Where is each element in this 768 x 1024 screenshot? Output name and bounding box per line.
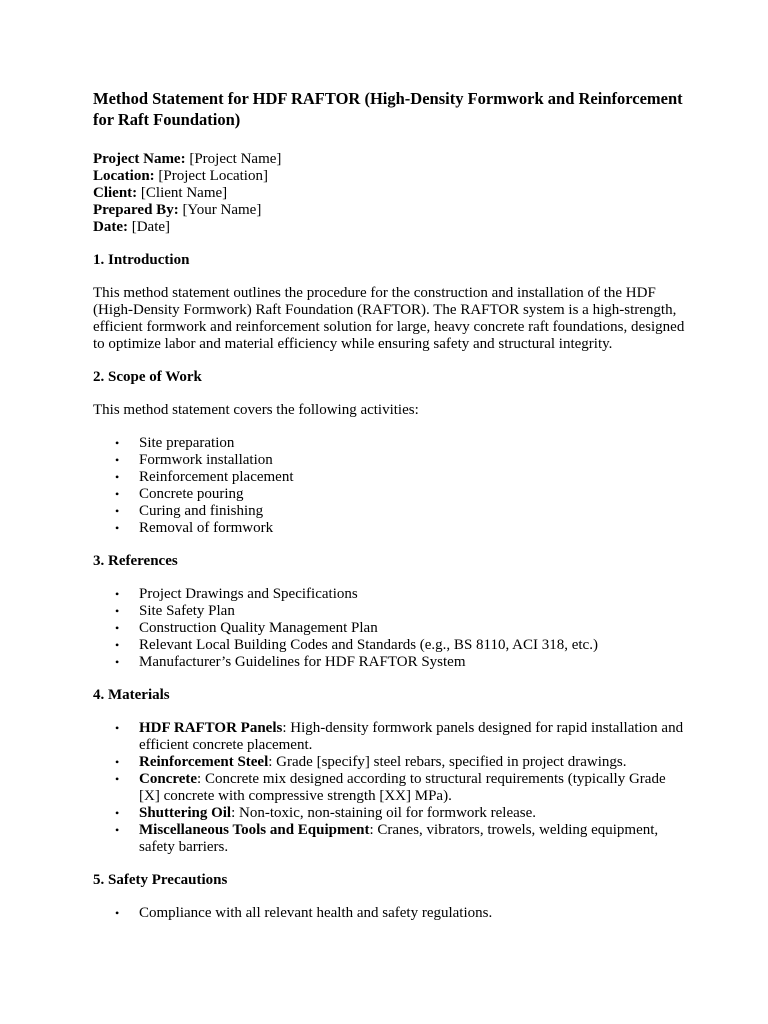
meta-value: [Your Name] — [178, 202, 262, 218]
bullet-icon: • — [115, 823, 120, 837]
meta-project-name — [93, 151, 688, 168]
material-description: : Non-toxic, non-staining oil for formwork release. — [231, 805, 537, 821]
section-heading-materials: 4. Materials — [93, 687, 170, 703]
meta-key: Location: — [93, 168, 155, 184]
materials-list — [93, 720, 688, 856]
meta-value: [Date] — [127, 219, 171, 235]
section-heading-references: 3. References — [93, 553, 178, 569]
list-item-text: Reinforcement placement — [139, 469, 294, 485]
list-item — [93, 469, 688, 486]
meta-date — [93, 219, 688, 236]
list-item-text: Manufacturer’s Guidelines for HDF RAFTOR System — [139, 654, 466, 670]
material-term: HDF RAFTOR Panels — [139, 720, 283, 736]
bullet-icon: • — [115, 755, 120, 769]
material-term: Miscellaneous Tools and Equipment — [139, 822, 370, 838]
meta-prepared-by — [93, 202, 688, 219]
bullet-icon: • — [115, 470, 120, 484]
bullet-icon: • — [115, 436, 120, 450]
bullet-icon: • — [115, 721, 120, 735]
list-item — [93, 771, 688, 805]
list-item — [93, 654, 688, 671]
scope-intro-paragraph: This method statement covers the following activities: — [93, 402, 419, 418]
list-item-text: Construction Quality Management Plan — [139, 620, 378, 636]
bullet-icon: • — [115, 906, 120, 920]
meta-key: Date: — [93, 219, 128, 235]
document-title: Method Statement for HDF RAFTOR (High-Density Formwork and Reinforcement for Raft Foundation) — [93, 89, 683, 129]
meta-key: Project Name: — [93, 151, 186, 167]
material-term: Concrete — [139, 771, 198, 787]
project-meta-block — [93, 151, 688, 236]
list-item — [93, 720, 688, 754]
list-item — [93, 637, 688, 654]
list-item-text: Relevant Local Building Codes and Standards (e.g., BS 8110, ACI 318, etc.) — [139, 637, 598, 653]
list-item — [93, 503, 688, 520]
introduction-paragraph: This method statement outlines the procedure for the construction and installation of the HDF (High-Density Formwork) Raft Foundation (RAFTOR). The RAFTOR system is a high-strength, efficient formwork and reinforcement solution for large, heavy concrete raft foundations, designed to optimize labor and material efficiency while ensuring safety and structural integrity. — [93, 285, 685, 352]
bullet-icon: • — [115, 655, 120, 669]
list-item — [93, 452, 688, 469]
meta-client — [93, 185, 688, 202]
safety-list — [93, 905, 688, 922]
list-item — [93, 754, 688, 771]
material-description: : High-density formwork panels designed for rapid installation and efficient concrete placement. — [139, 720, 684, 753]
bullet-icon: • — [115, 621, 120, 635]
list-item-text: Compliance with all relevant health and safety regulations. — [139, 905, 493, 921]
meta-value: [Project Location] — [154, 168, 268, 184]
list-item-text: Formwork installation — [139, 452, 273, 468]
list-item-text: Curing and finishing — [139, 503, 264, 519]
meta-location — [93, 168, 688, 185]
bullet-icon: • — [115, 806, 120, 820]
material-description: : Grade [specify] steel rebars, specified in project drawings. — [268, 754, 627, 770]
meta-value: [Client Name] — [137, 185, 228, 201]
scope-list — [93, 435, 688, 537]
section-heading-scope: 2. Scope of Work — [93, 369, 202, 385]
bullet-icon: • — [115, 453, 120, 467]
meta-key: Prepared By: — [93, 202, 179, 218]
bullet-icon: • — [115, 487, 120, 501]
list-item-text: Project Drawings and Specifications — [139, 586, 358, 602]
list-item — [93, 822, 688, 856]
section-heading-safety: 5. Safety Precautions — [93, 872, 228, 888]
material-term: Reinforcement Steel — [139, 754, 269, 770]
list-item-text: Removal of formwork — [139, 520, 274, 536]
list-item — [93, 586, 688, 603]
list-item — [93, 905, 688, 922]
list-item-text: Site Safety Plan — [139, 603, 235, 619]
bullet-icon: • — [115, 604, 120, 618]
meta-key: Client: — [93, 185, 138, 201]
list-item — [93, 620, 688, 637]
list-item — [93, 603, 688, 620]
references-list — [93, 586, 688, 671]
bullet-icon: • — [115, 587, 120, 601]
bullet-icon: • — [115, 638, 120, 652]
bullet-icon: • — [115, 521, 120, 535]
list-item — [93, 520, 688, 537]
meta-value: [Project Name] — [185, 151, 282, 167]
section-heading-introduction: 1. Introduction — [93, 252, 190, 268]
list-item — [93, 435, 688, 452]
material-term: Shuttering Oil — [139, 805, 232, 821]
bullet-icon: • — [115, 504, 120, 518]
list-item-text: Concrete pouring — [139, 486, 244, 502]
material-description: : Concrete mix designed according to structural requirements (typically Grade [X] concrete with compressive strength [XX] MPa). — [139, 771, 666, 804]
list-item — [93, 805, 688, 822]
list-item-text: Site preparation — [139, 435, 235, 451]
list-item — [93, 486, 688, 503]
material-description: : Cranes, vibrators, trowels, welding equipment, safety barriers. — [139, 822, 659, 855]
bullet-icon: • — [115, 772, 120, 786]
